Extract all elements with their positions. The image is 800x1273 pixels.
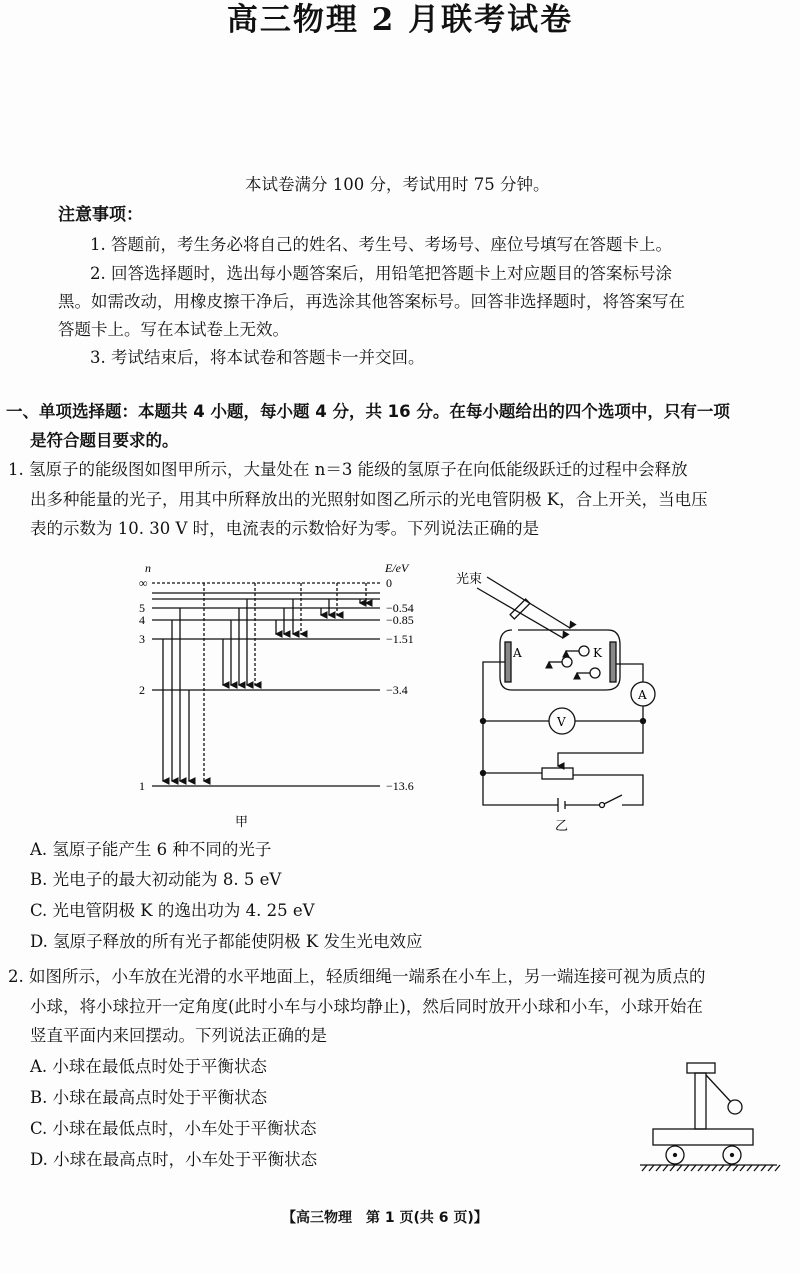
ground-hatch: [642, 1165, 647, 1171]
ground-hatch: [691, 1165, 696, 1171]
notice-line: 黑。如需改动，用橡皮擦干净后，再选涂其他答案标号。回答非选择题时，将答案写在: [58, 292, 685, 311]
ground-hatch: [656, 1165, 661, 1171]
ground-hatch: [712, 1165, 717, 1171]
ground-hatch: [747, 1165, 752, 1171]
level-e-label: −0.54: [386, 601, 414, 615]
caption-a: 甲: [235, 815, 249, 830]
photoelectric-circuit: [477, 577, 655, 812]
q1-text: 1. 氢原子的能级图如图甲所示，大量处在 n＝3 能级的氢原子在向低能级跃迁的过程中会释放: [8, 460, 688, 479]
beam-label: 光束: [456, 572, 483, 587]
ground-hatch: [705, 1165, 710, 1171]
ground-hatch: [754, 1165, 759, 1171]
level-n-label: 5: [139, 601, 145, 615]
section-heading: 是符合题目要求的。: [30, 431, 179, 450]
notice-line: 2. 回答选择题时，选出每小题答案后，用铅笔把答题卡上对应题目的答案标号涂: [90, 264, 672, 283]
ground-hatch: [768, 1165, 773, 1171]
page-title: 高三物理 2 月联考试卷: [226, 2, 574, 38]
ground-hatch: [670, 1165, 675, 1171]
ground-hatch: [733, 1165, 738, 1171]
level-e-label: −1.51: [386, 632, 414, 646]
notice-line: 1. 答题前，考生务必将自己的姓名、考生号、考场号、座位号填写在答题卡上。: [90, 235, 672, 254]
q1-option-c: C. 光电管阴极 K 的逸出功为 4. 25 eV: [30, 901, 315, 920]
level-e-label: −3.4: [386, 683, 408, 697]
q2-text: 小球，将小球拉开一定角度(此时小车与小球均静止)，然后同时放开小球和小车，小球开始在: [30, 997, 703, 1016]
ground-hatch: [649, 1165, 654, 1171]
section-heading: 一、单项选择题：本题共 4 小题，每小题 4 分，共 16 分。在每小题给出的四个选项中，只有一项: [6, 402, 730, 421]
level-n-label: ∞: [139, 576, 148, 590]
notice-heading: 注意事项：: [58, 205, 143, 225]
caption-b: 乙: [555, 819, 569, 834]
ground-hatch: [698, 1165, 703, 1171]
cathode-label: K: [593, 646, 602, 660]
ground-hatch: [684, 1165, 689, 1171]
axis-e-label: E/eV: [385, 561, 409, 575]
q1-option-b: B. 光电子的最大初动能为 8. 5 eV: [30, 870, 282, 889]
notice-line: 3. 考试结束后，将本试卷和答题卡一并交回。: [90, 348, 425, 367]
cart-pendulum-figure: [640, 1063, 780, 1171]
q1-option-a: A. 氢原子能产生 6 种不同的光子: [30, 840, 272, 859]
ground-hatch: [740, 1165, 745, 1171]
ground-hatch: [677, 1165, 682, 1171]
level-n-label: 4: [139, 613, 145, 627]
axis-n-label: n: [145, 561, 151, 575]
ground-hatch: [663, 1165, 668, 1171]
q2-text: 竖直平面内来回摆动。下列说法正确的是: [30, 1026, 327, 1045]
ammeter-label: A: [638, 688, 647, 702]
notice-line: 答题卡上。写在本试卷上无效。: [58, 320, 289, 339]
q1-text: 表的示数为 10. 30 V 时，电流表的示数恰好为零。下列说法正确的是: [30, 519, 540, 538]
anode-label: A: [513, 646, 522, 660]
q2-text: 2. 如图所示，小车放在光滑的水平地面上，轻质细绳一端系在小车上，另一端连接可视为质点的: [8, 967, 706, 986]
subtitle: 本试卷满分 100 分，考试用时 75 分钟。: [245, 175, 550, 194]
ground-hatch: [719, 1165, 724, 1171]
level-e-label: −0.85: [386, 613, 414, 627]
energy-level-diagram: [152, 583, 380, 786]
q1-option-d: D. 氢原子释放的所有光子都能使阴极 K 发生光电效应: [30, 932, 423, 951]
voltmeter-label: V: [557, 715, 566, 729]
level-n-label: 1: [139, 779, 145, 793]
level-e-label: 0: [386, 576, 392, 590]
page-footer: 【高三物理 第 1 页(共 6 页)】: [282, 1210, 488, 1226]
ground-hatch: [775, 1165, 780, 1171]
q2-option-c: C. 小球在最低点时，小车处于平衡状态: [30, 1119, 317, 1138]
ground-hatch: [726, 1165, 731, 1171]
q2-option-b: B. 小球在最高点时处于平衡状态: [30, 1088, 268, 1107]
q2-option-a: A. 小球在最低点时处于平衡状态: [30, 1057, 267, 1076]
level-n-label: 3: [139, 632, 145, 646]
level-n-label: 2: [139, 683, 145, 697]
ground-hatch: [761, 1165, 766, 1171]
level-e-label: −13.6: [386, 779, 414, 793]
q2-option-d: D. 小球在最高点时，小车处于平衡状态: [30, 1150, 318, 1169]
q1-text: 出多种能量的光子，用其中所释放出的光照射如图乙所示的光电管阴极 K，合上开关，当电压: [30, 490, 708, 509]
